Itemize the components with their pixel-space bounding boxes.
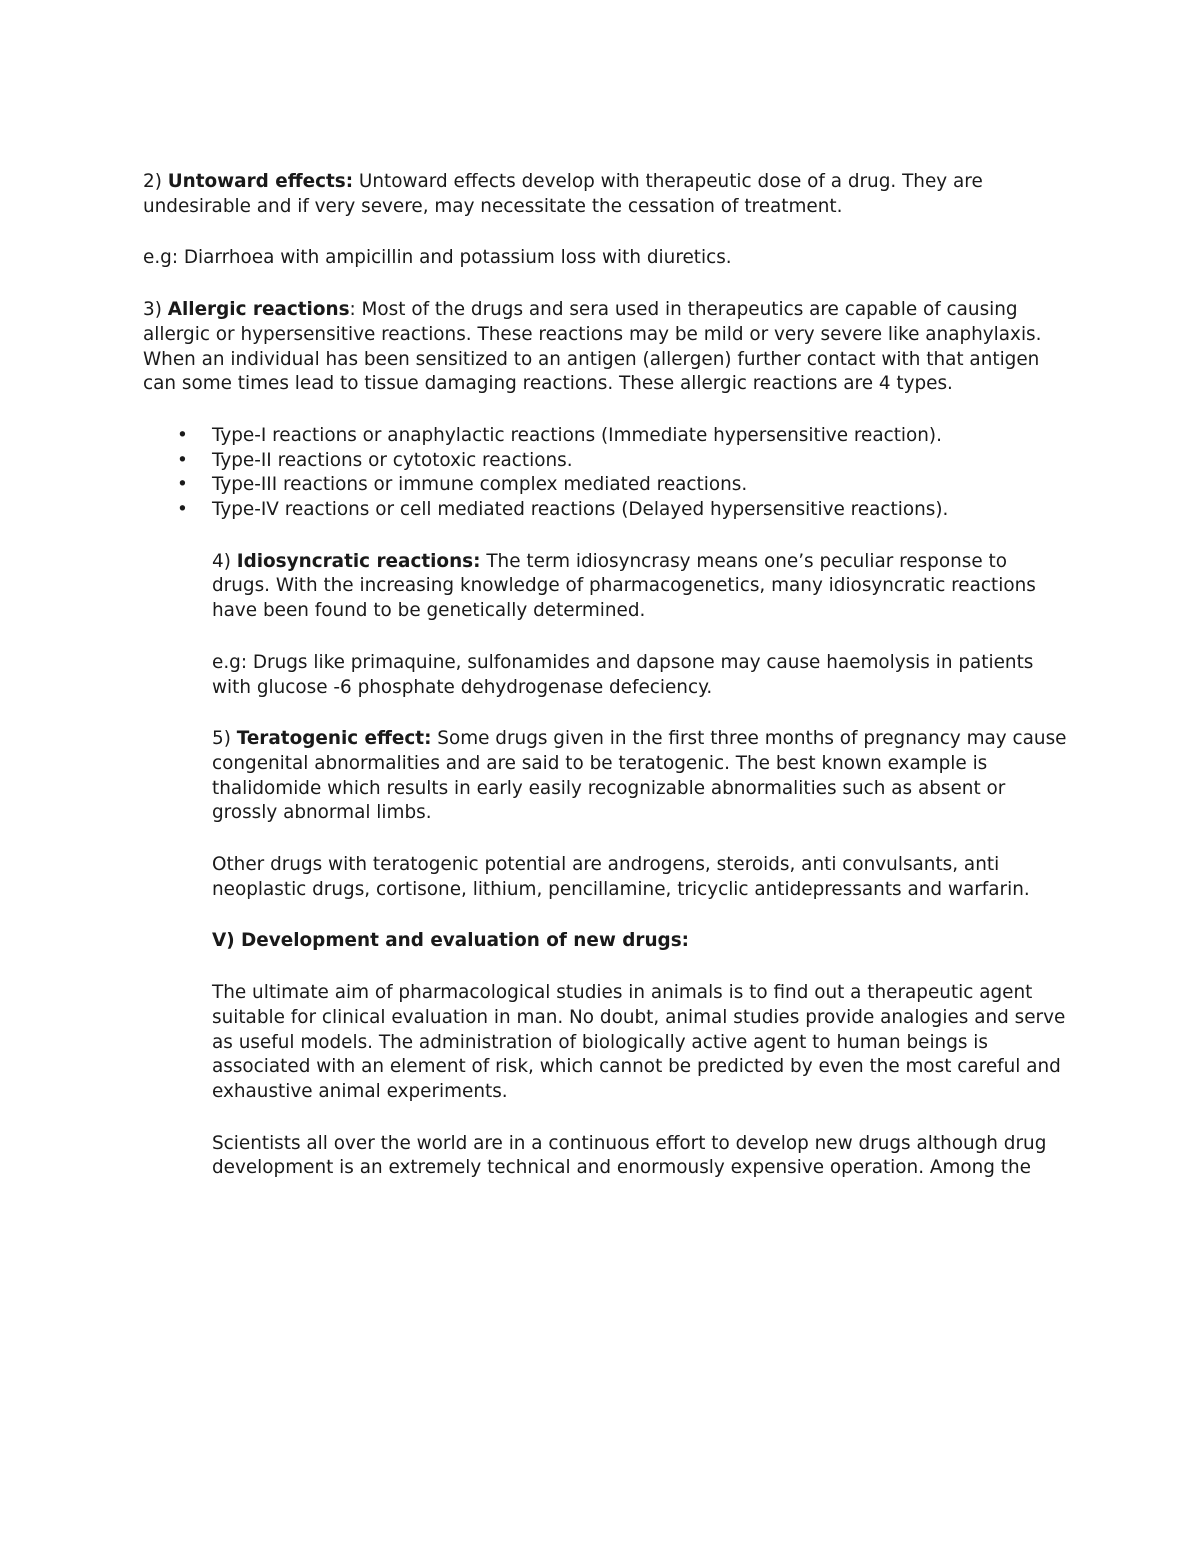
paragraph-other-drugs: Other drugs with teratogenic potential are androgens, steroids, anti convulsants, anti neoplastic drugs, cortisone, lithium, pencillamine, tricyclic antidepressants and warfarin. — [212, 854, 1030, 900]
section-title-idiosyncratic-reactions: Idiosyncratic reactions: — [236, 550, 481, 572]
list-item — [143, 473, 1068, 498]
bullet-icon: • — [177, 449, 188, 471]
list-item-text: Type-III reactions or immune complex mediated reactions. — [212, 474, 748, 496]
section-text: The term idiosyncrasy means one’s peculiar response to drugs. With the increasing knowledge of pharmacogenetics, many idiosyncratic reactions have been found to be genetically determined. — [212, 550, 1036, 622]
paragraph-idiosyncratic-reactions — [212, 550, 1068, 624]
example-diarrhoea: e.g: Diarrhoea with ampicillin and potassium loss with diuretics. — [143, 247, 732, 269]
section-number: 3) — [143, 299, 168, 321]
list-item-text: Type-IV reactions or cell mediated reactions (Delayed hypersensitive reactions). — [212, 499, 949, 521]
section-text: Some drugs given in the first three months of pregnancy may cause congenital abnormalities and are said to be teratogenic. The best known example is thalidomide which results in early easily recognizable abnormalities such as absent or grossly abnormal limbs. — [212, 728, 1067, 824]
section-title-teratogenic-effect: Teratogenic effect: — [236, 728, 432, 750]
list-item — [143, 498, 1068, 523]
document-body — [143, 170, 1068, 1208]
list-item-text: Type-I reactions or anaphylactic reactions (Immediate hypersensitive reaction). — [212, 424, 942, 446]
bullet-icon: • — [177, 499, 188, 521]
bullet-icon: • — [177, 424, 188, 446]
example-primaquine: e.g: Drugs like primaquine, sulfonamides and dapsone may cause haemolysis in patients with glucose -6 phosphate dehydrogenase defeciency. — [212, 651, 1034, 698]
list-item-text: Type-II reactions or cytotoxic reactions. — [212, 449, 573, 471]
reaction-types-list — [143, 424, 1068, 523]
section-title-untoward-effects: Untoward effects: — [167, 171, 354, 192]
paragraph-teratogenic-effect — [212, 727, 1068, 826]
section-number: 2) — [143, 171, 168, 192]
bullet-icon: • — [177, 474, 188, 496]
section-heading-development: V) Development and evaluation of new drugs: — [212, 930, 690, 952]
paragraph-development-scientists: Scientists all over the world are in a continuous effort to develop new drugs although drug development is an extremely technical and enormously expensive operation. Among the — [212, 1132, 1047, 1179]
list-item — [143, 449, 1068, 474]
section-text: : Most of the drugs and sera used in therapeutics are capable of causing allergic or hypersensitive reactions. These reactions may be mild or very severe like anaphylaxis. When an individual has been sensitized to an antigen (allergen) further contact with that antigen can some times lead to tissue damaging reactions. These allergic reactions are 4 types. — [143, 299, 1042, 395]
section-title-allergic-reactions: Allergic reactions — [167, 299, 350, 321]
paragraph-development-aim: The ultimate aim of pharmacological studies in animals is to find out a therapeutic agent suitable for clinical evaluation in man. No doubt, animal studies provide analogies and serve as useful models. The administration of biologically active agent to human beings is associated with an element of risk, which cannot be predicted by even the most careful and exhaustive animal experiments. — [212, 982, 1066, 1102]
list-item — [143, 424, 1068, 449]
section-text: Untoward effects develop with therapeutic dose of a drug. They are undesirable and if very severe, may necessitate the cessation of treatment. — [143, 171, 983, 217]
section-number: 4) — [212, 550, 237, 572]
section-number: 5) — [212, 728, 237, 750]
paragraph-allergic-reactions — [143, 298, 1068, 397]
paragraph-untoward-effects — [143, 170, 1068, 219]
